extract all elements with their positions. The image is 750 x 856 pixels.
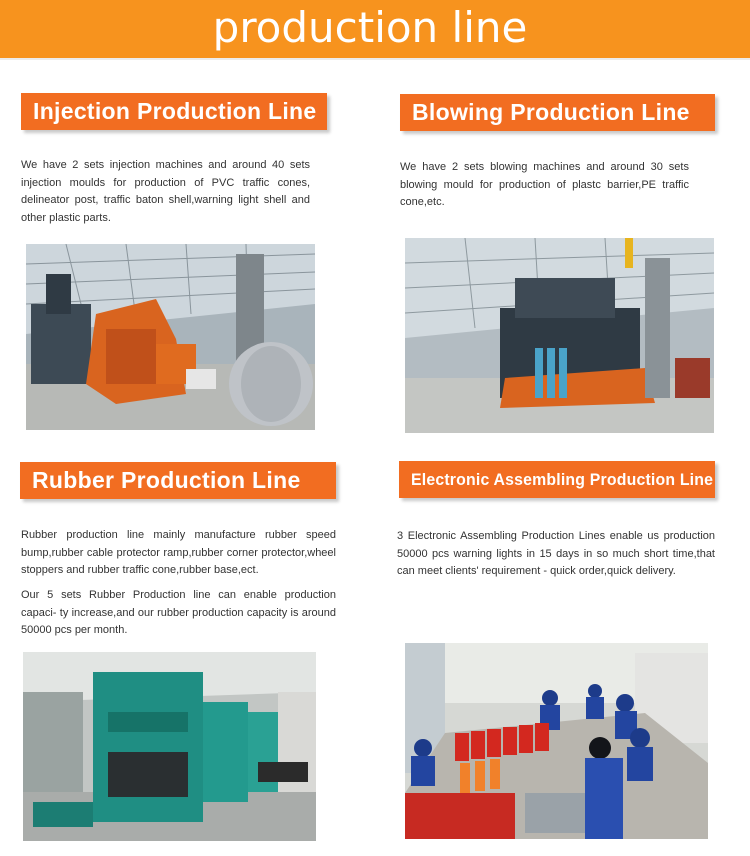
blowing-section-title: Blowing Production Line xyxy=(400,94,715,131)
rubber-section-title: Rubber Production Line xyxy=(20,462,336,499)
injection-line-photo xyxy=(26,244,315,430)
injection-section-title: Injection Production Line xyxy=(21,93,327,130)
blowing-line-photo xyxy=(405,238,714,433)
electronic-description: 3 Electronic Assembling Production Lines enable us production 50000 pcs warning lights in 15 days in so much short time,that can meet clients' requirement - quick order,quick delivery. xyxy=(397,530,715,577)
rubber-line-photo xyxy=(23,652,316,841)
page-banner xyxy=(0,0,750,58)
rubber-description-2: Our 5 sets Rubber Production line can enable production capaci- ty increase,and our rubber production capacity is around 50000 pcs per month. xyxy=(21,589,336,636)
rubber-description-1: Rubber production line mainly manufacture rubber speed bump,rubber cable protector ramp,rubber corner protector,wheel stoppers and rubber traffic cone,rubber base,ect. xyxy=(21,529,336,576)
injection-description: We have 2 sets injection machines and around 40 sets injection moulds for production of PVC traffic cones, delineator post, traffic baton shell,warning light shell and other plastic parts. xyxy=(21,159,310,224)
blowing-description: We have 2 sets blowing machines and around 30 sets blowing mould for production of plastc barrier,PE traffic cone,etc. xyxy=(400,161,689,208)
page-title: production line xyxy=(212,2,528,52)
electronic-section-title: Electronic Assembling Production Line xyxy=(399,461,715,498)
electronic-line-photo xyxy=(405,643,708,839)
banner-divider xyxy=(0,58,750,60)
